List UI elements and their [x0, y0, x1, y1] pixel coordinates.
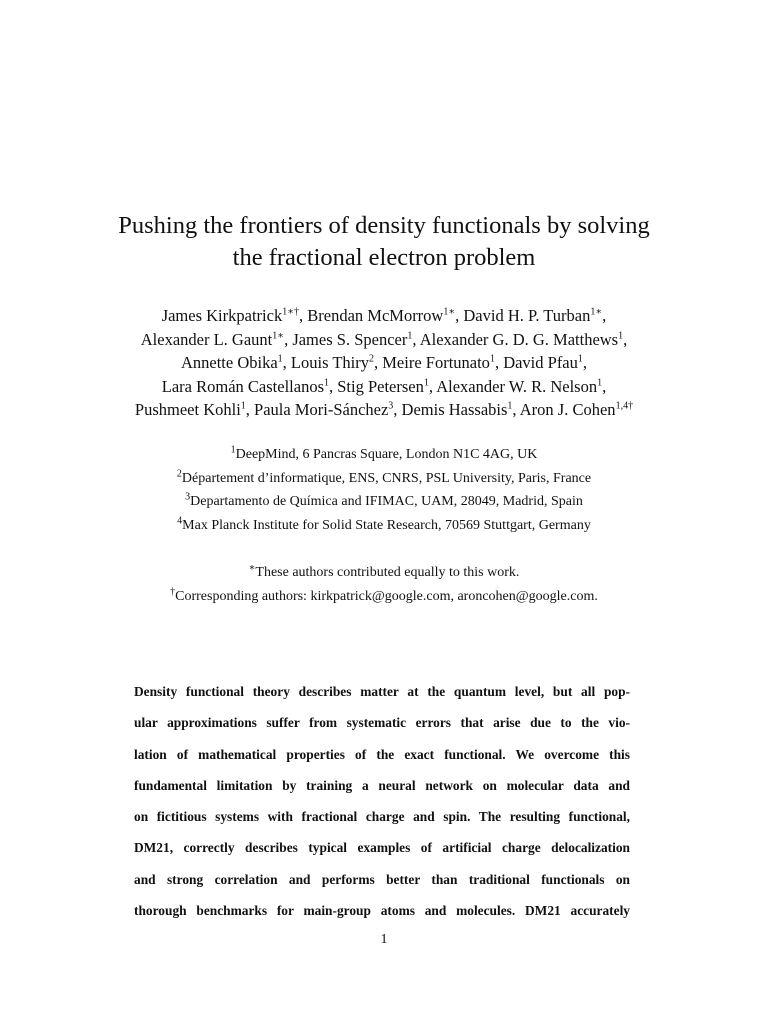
author-affiliation-marker: 1 — [507, 400, 513, 412]
note-marker: † — [170, 585, 176, 597]
abstract-line: on fictitious systems with fractional charge and spin. The resulting functional, — [134, 809, 630, 825]
author-affiliation-marker: 1,4† — [615, 400, 634, 412]
affiliation-text: DeepMind, 6 Pancras Square, London N1C 4AG, UK — [235, 447, 538, 462]
author-line — [40, 375, 728, 399]
author-name: David H. P. Turban — [463, 306, 591, 325]
abstract-line: DM21, correctly describes typical examples of artificial charge delocalization — [134, 840, 630, 856]
author-name: Alexander G. D. G. Matthews — [419, 329, 619, 349]
author-name: James Kirkpatrick — [161, 306, 283, 325]
affiliation-marker: 3 — [185, 491, 191, 503]
author-affiliation-marker: 3 — [388, 400, 394, 412]
author-name: Brendan McMorrow — [307, 306, 444, 325]
author-affiliation-marker: 1∗† — [282, 306, 299, 318]
author-separator: , — [245, 400, 255, 419]
author-separator: , — [329, 376, 338, 396]
author-affiliation-marker: 1 — [577, 353, 583, 365]
paper-title — [60, 210, 708, 274]
author-separator: , — [282, 353, 291, 372]
note-text: These authors contributed equally to this work. — [255, 565, 520, 580]
author-separator: , — [299, 306, 308, 325]
author-affiliation-marker: 1 — [240, 400, 246, 412]
author-separator: , — [623, 329, 628, 349]
author-name: Alexander W. R. Nelson — [436, 376, 598, 396]
author-name: David Pfau — [503, 353, 578, 372]
author-separator: , — [602, 376, 607, 396]
abstract-line: fundamental limitation by training a neural network on molecular data and — [134, 777, 630, 793]
author-affiliation-marker: 1 — [618, 330, 624, 341]
author-name: Paula Mori-Sánchez — [254, 400, 389, 419]
affiliation-text: Departamento de Química and IFIMAC, UAM, 28049, Madrid, Spain — [190, 494, 583, 509]
author-affiliation-marker: 1∗ — [272, 330, 285, 341]
author-name: Demis Hassabis — [401, 400, 508, 419]
affiliation-item — [60, 514, 708, 538]
author-name: Alexander L. Gaunt — [140, 329, 273, 349]
author-affiliation-marker: 1 — [277, 353, 283, 365]
author-separator: , — [374, 353, 383, 372]
affiliation-item — [60, 467, 708, 491]
affiliation-item — [60, 490, 708, 514]
abstract-line: lation of mathematical properties of the exact functional. We overcome this — [134, 746, 630, 762]
author-line — [40, 304, 728, 328]
author-name: Louis Thiry — [290, 353, 369, 372]
note-text: Corresponding authors: kirkpatrick@google.com, aroncohen@google.com. — [175, 588, 598, 604]
author-separator: , — [428, 376, 437, 396]
author-name: Lara Román Castellanos — [161, 376, 324, 396]
author-affiliation-marker: 2 — [369, 353, 374, 365]
author-line — [40, 351, 728, 375]
author-name: Aron J. Cohen — [519, 400, 616, 419]
author-affiliation-marker: 1∗ — [443, 306, 456, 318]
affiliation-marker: 1 — [230, 444, 236, 456]
page-number: 1 — [380, 932, 388, 947]
author-name: Stig Petersen — [337, 376, 424, 396]
author-separator: , — [412, 329, 420, 349]
author-separator: , — [582, 353, 588, 372]
author-separator: , — [494, 353, 504, 372]
abstract-line: thorough benchmarks for main-group atoms and molecules. DM21 accurately — [134, 903, 630, 919]
author-line — [40, 328, 728, 352]
affiliation-marker: 4 — [177, 514, 183, 526]
title-line-2: the fractional electron problem — [232, 244, 536, 271]
abstract — [134, 676, 630, 926]
author-affiliation-marker: 1 — [489, 353, 495, 365]
author-notes — [60, 561, 708, 608]
author-name: James S. Spencer — [292, 329, 408, 349]
abstract-line: ular approximations suffer from systematic errors that arise due to the vio- — [134, 715, 630, 731]
title-line-1: Pushing the frontiers of density functionals by solving — [118, 212, 650, 239]
author-note — [60, 585, 708, 609]
author-list — [40, 304, 728, 422]
author-name: Meire Fortunato — [382, 353, 490, 372]
author-line — [40, 398, 728, 422]
author-separator: , — [393, 400, 402, 419]
author-name: Annette Obika — [180, 353, 278, 372]
affiliation-list — [60, 443, 708, 537]
author-affiliation-marker: 1 — [407, 330, 413, 341]
author-name: Pushmeet Kohli — [134, 400, 241, 419]
author-separator: , — [455, 306, 464, 325]
author-separator: , — [512, 400, 520, 419]
affiliation-text: Département d’informatique, ENS, CNRS, PSL University, Paris, France — [181, 470, 592, 486]
abstract-line: Density functional theory describes matter at the quantum level, but all pop- — [134, 684, 630, 699]
author-separator: , — [284, 329, 293, 349]
affiliation-text: Max Planck Institute for Solid State Research, 70569 Stuttgart, Germany — [182, 517, 591, 533]
author-affiliation-marker: 1 — [324, 377, 329, 388]
abstract-line: and strong correlation and performs better than traditional functionals on — [134, 871, 630, 887]
affiliation-marker: 2 — [176, 467, 182, 479]
author-affiliation-marker: 1∗ — [590, 306, 603, 318]
note-marker: ∗ — [248, 562, 256, 574]
affiliation-item — [60, 443, 708, 467]
author-separator: , — [602, 306, 607, 325]
author-affiliation-marker: 1 — [597, 377, 603, 388]
author-note — [60, 561, 708, 585]
author-affiliation-marker: 1 — [423, 377, 429, 388]
